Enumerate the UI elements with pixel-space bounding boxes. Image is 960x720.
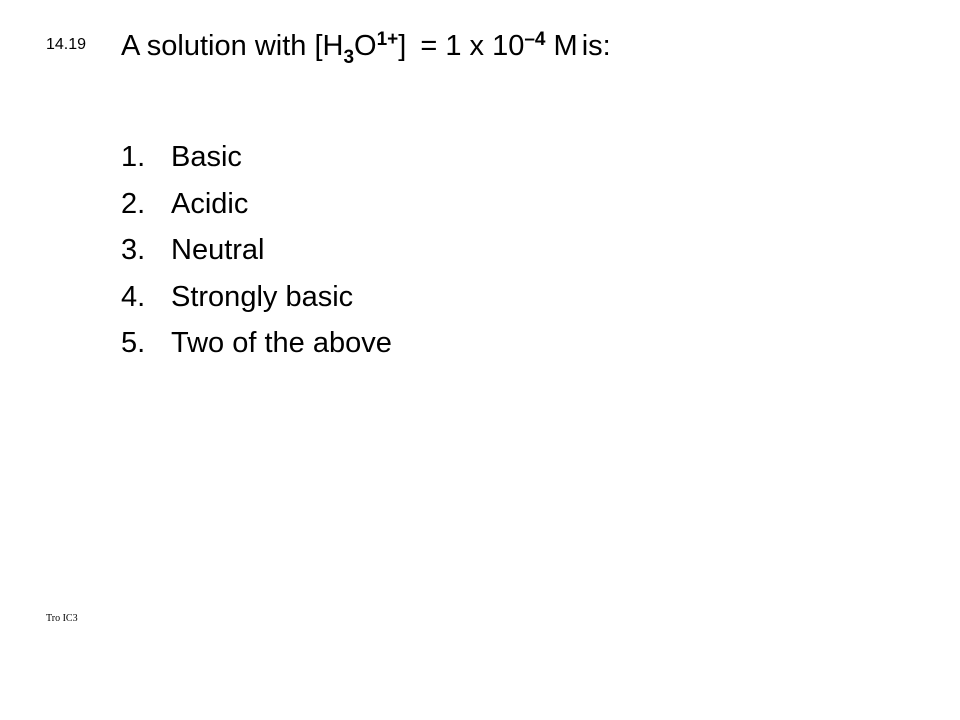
- answer-option: [121, 320, 392, 367]
- subscript-3: 3: [343, 47, 355, 68]
- superscript-exponent: –4: [524, 29, 546, 50]
- question-end: is:: [581, 30, 611, 62]
- option-text: Two of the above: [171, 327, 392, 359]
- option-number: 1.: [121, 141, 146, 173]
- footer-credit: Tro IC3: [46, 613, 78, 624]
- question-mid: = 1 x 10: [420, 30, 525, 62]
- answer-option: [121, 227, 392, 274]
- option-text: Strongly basic: [171, 280, 354, 313]
- question-o: O: [354, 30, 377, 62]
- answer-option: [121, 181, 392, 228]
- superscript-charge: 1+: [376, 29, 399, 50]
- option-text: Basic: [171, 141, 242, 173]
- answer-option: [121, 134, 392, 181]
- answer-options: [121, 134, 392, 367]
- question-lead: A solution with [H: [121, 30, 344, 62]
- option-number: 2.: [121, 187, 146, 220]
- option-text: Neutral: [171, 234, 265, 266]
- option-number: 5.: [121, 327, 146, 359]
- answer-option: [121, 274, 392, 321]
- option-number: 3.: [121, 234, 146, 266]
- option-text: Acidic: [171, 187, 249, 220]
- option-number: 4.: [121, 280, 146, 313]
- question-text: [121, 24, 611, 68]
- slide-number: 14.19: [46, 36, 87, 53]
- question-tail: M: [553, 30, 578, 62]
- question-bracket: ]: [398, 30, 407, 62]
